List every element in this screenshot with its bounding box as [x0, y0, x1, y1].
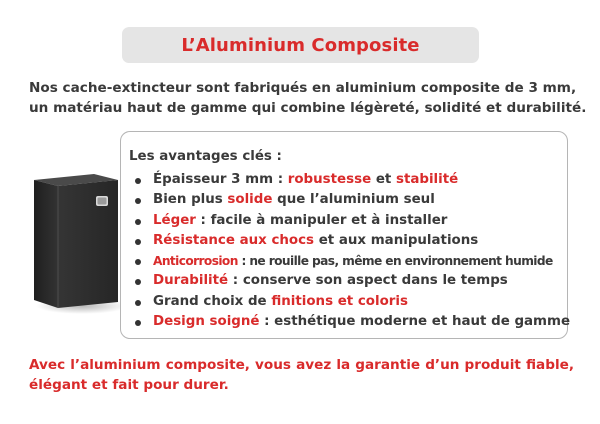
advantage-highlight: robustesse [287, 172, 372, 187]
fire-extinguisher-cover-image [22, 168, 132, 318]
advantage-highlight: Résistance aux chocs [153, 232, 315, 248]
advantage-item [133, 231, 570, 251]
advantage-text: que l’aluminium seul [272, 192, 435, 208]
intro-line-1: Nos cache-extincteur sont fabriqués en aluminium composite de 3 mm, [29, 80, 577, 96]
advantage-text: : facile à manipuler et à installer [195, 212, 448, 228]
advantage-highlight: Anticorrosion [153, 254, 238, 269]
advantage-item [133, 271, 570, 291]
advantage-highlight: Léger [153, 212, 196, 228]
intro-paragraph [29, 78, 587, 118]
advantage-text: et aux manipulations [314, 232, 479, 248]
conclusion-line-2: élégant et fait pour durer. [29, 377, 229, 393]
advantage-item [133, 211, 570, 231]
advantages-heading: Les avantages clés : [129, 149, 282, 164]
advantage-highlight: Durabilité [153, 273, 229, 289]
advantage-item [133, 292, 570, 312]
advantage-highlight: solide [227, 192, 273, 208]
advantage-highlight: finitions et coloris [271, 293, 408, 309]
title-banner [122, 27, 479, 63]
advantage-item [133, 312, 570, 332]
intro-line-2: un matériau haut de gamme qui combine légèreté, solidité et durabilité. [29, 100, 587, 116]
advantage-highlight: Design soigné [153, 314, 260, 330]
advantage-highlight: stabilité [395, 172, 459, 187]
advantages-list [133, 170, 570, 332]
page-title: L’Aluminium Composite [181, 34, 420, 56]
advantage-text: : ne rouille pas, même en environnement humide [237, 254, 553, 269]
conclusion-line-1: Avec l’aluminium composite, vous avez la garantie d’un produit fiable, [29, 357, 574, 373]
advantage-text: et [371, 172, 396, 187]
advantage-text: Épaisseur 3 mm : [153, 172, 288, 187]
advantage-item [133, 251, 570, 271]
advantage-text: Bien plus [153, 192, 228, 208]
advantage-text: Grand choix de [153, 293, 272, 309]
advantages-box [120, 131, 571, 339]
conclusion-paragraph [29, 355, 574, 395]
advantage-item [133, 190, 570, 210]
advantage-text: : esthétique moderne et haut de gamme [259, 314, 571, 330]
advantage-item [133, 170, 570, 190]
advantage-text: : conserve son aspect dans le temps [228, 273, 508, 289]
